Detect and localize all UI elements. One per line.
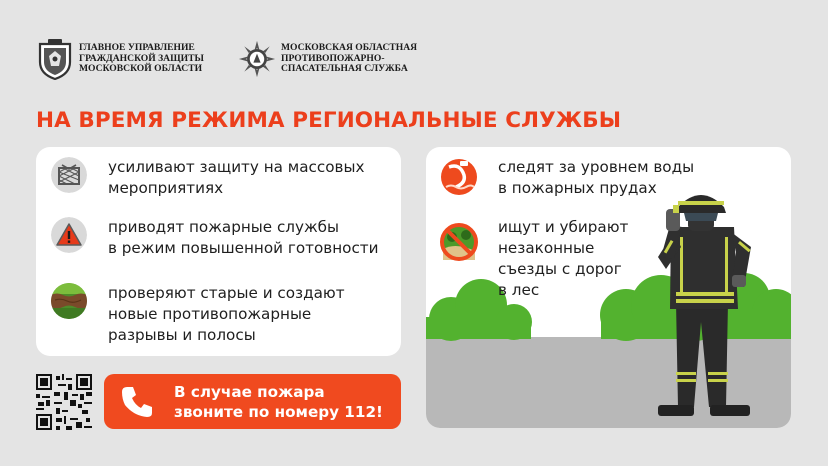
icon-slot [441, 217, 477, 253]
item-line: в режим повышенной готовности [108, 239, 379, 257]
org2-line-2: ПРОТИВОПОЖАРНО- [281, 52, 385, 64]
item-line: приводят пожарные службы [108, 218, 340, 236]
list-item [441, 217, 628, 301]
measures-card-left [36, 147, 401, 356]
list-item [51, 283, 345, 346]
fence-icon [51, 157, 87, 193]
list-item [51, 217, 379, 259]
item-line: разрывы и полосы [108, 326, 256, 344]
logo-civil-defense [36, 38, 204, 80]
item-line: следят за уровнем воды [498, 158, 695, 176]
warning-icon [51, 217, 87, 253]
soil-strip-icon [51, 283, 87, 319]
list-item [441, 157, 694, 199]
org2-line-1: МОСКОВСКАЯ ОБЛАСТНАЯ [281, 42, 418, 54]
item-line: мероприятиях [108, 179, 224, 197]
call-line-1: В случае пожара [174, 382, 325, 401]
org1-line-3: МОСКОВСКОЙ ОБЛАСТИ [79, 63, 203, 75]
page-title: НА ВРЕМЯ РЕЖИМА РЕГИОНАЛЬНЫЕ СЛУЖБЫ [36, 108, 622, 133]
item-line: в лес [498, 281, 540, 299]
org1-line-2: ГРАЖДАНСКОЙ ЗАЩИТЫ [79, 52, 204, 64]
org2-line-3: СПАСАТЕЛЬНАЯ СЛУЖБА [281, 63, 408, 75]
emergency-call-banner[interactable] [104, 374, 401, 429]
logo-fire-rescue [238, 38, 417, 80]
item-line: новые противопожарные [108, 305, 312, 323]
call-line-2: звоните по номеру 112! [174, 402, 383, 421]
qr-code[interactable] [36, 374, 92, 430]
moscow-region-emblem-icon [36, 38, 74, 80]
icon-slot [441, 157, 477, 193]
item-line: проверяют старые и создают [108, 284, 345, 302]
item-line: в пожарных прудах [498, 179, 657, 197]
item-line: усиливают защиту на массовых [108, 158, 365, 176]
org1-line-1: ГЛАВНОЕ УПРАВЛЕНИЕ [79, 42, 195, 54]
measures-card-right [426, 147, 791, 428]
item-line: съезды с дорог [498, 260, 622, 278]
fire-rescue-emblem-icon [238, 38, 276, 80]
item-line: незаконные [498, 239, 595, 257]
phone-icon [118, 383, 156, 421]
item-line: ищут и убирают [498, 218, 629, 236]
list-item [51, 157, 364, 199]
